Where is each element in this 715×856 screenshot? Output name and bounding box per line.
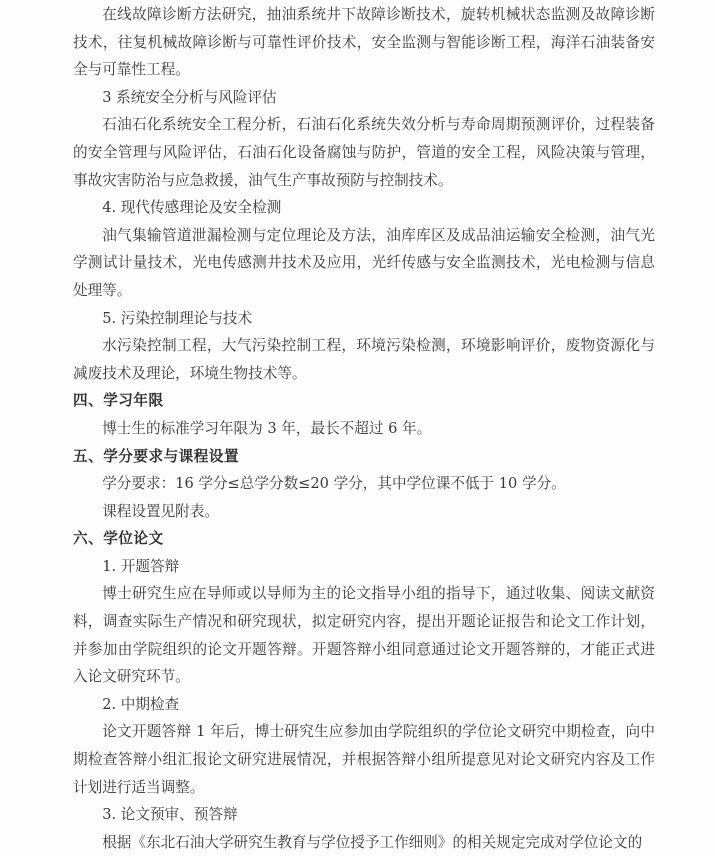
subheading-3-thesis-preview-defense: 3. 论文预审、预答辩: [102, 806, 238, 824]
paragraph-standard-study-years: 博士生的标准学习年限为 3 年，最长不超过 6 年。: [102, 419, 432, 437]
document-body: [73, 1, 655, 856]
paragraph-online-fault-diagnosis: 在线故障诊断方法研究，抽油系统井下故障诊断技术，旋转机械状态监测及故障诊断技术，往复机械故障诊断与可靠性评价技术，安全监测与智能诊断工程，海洋石油装备安全与可靠性工程。: [73, 6, 655, 79]
section-heading-6-degree-thesis: 六、学位论文: [73, 530, 164, 548]
paragraph-credit-requirement-detail: 学分要求：16 学分≤总学分数≤20 学分，其中学位课不低于 10 学分。: [102, 475, 566, 493]
subheading-4-modern-sensing-theory: 4. 现代传感理论及安全检测: [102, 199, 282, 217]
paragraph-pipeline-leak-detection: 油气集输管道泄漏检测与定位理论及方法，油库库区及成品油运输安全检测，油气光学测试计量技术，光电传感测井技术及应用，光纤传感与安全监测技术，光电检测与信息处理等。: [73, 226, 655, 299]
subheading-3-system-safety-analysis: 3 系统安全分析与风险评估: [102, 88, 277, 106]
section-heading-5-credit-requirements: 五、学分要求与课程设置: [73, 447, 240, 465]
paragraph-midterm-check-detail: 论文开题答辩 1 年后，博士研究生应参加由学院组织的学位论文研究中期检查，向中期检查答辩小组汇报论文研究进展情况，并根据答辩小组所提意见对论文研究内容及工作计划进行适当调整。: [73, 723, 655, 796]
paragraph-petrochemical-system-safety: 石油石化系统安全工程分析，石油石化系统失效分析与寿命周期预测评价，过程装备的安全管理与风险评估，石油石化设备腐蚀与防护，管道的安全工程，风险决策与管理，事故灾害防治与应急救援，油气生产事故预防与控制技术。: [73, 116, 655, 189]
paragraph-proposal-defense-detail: 博士研究生应在导师或以导师为主的论文指导小组的指导下，通过收集、阅读文献资料，调查实际生产情况和研究现状，拟定研究内容，提出开题论证报告和论文工作计划，并参加由学院组织的论文开题答辩。开题答辩小组同意通过论文开题答辩的，才能正式进入论文研究环节。: [73, 585, 655, 686]
subheading-5-pollution-control: 5. 污染控制理论与技术: [102, 309, 253, 327]
paragraph-course-schedule-note: 课程设置见附表。: [102, 502, 219, 520]
subheading-2-midterm-check: 2. 中期检查: [102, 695, 180, 713]
paragraph-thesis-review-rules: 根据《东北石油大学研究生教育与学位授予工作细则》的相关规定完成对学位论文的: [102, 833, 643, 851]
subheading-1-proposal-defense: 1. 开题答辩: [102, 557, 180, 575]
section-heading-4-study-duration: 四、学习年限: [73, 392, 164, 410]
paragraph-water-pollution-control: 水污染控制工程，大气污染控制工程，环境污染检测，环境影响评价，废物资源化与减废技术及理论，环境生物技术等。: [73, 337, 655, 382]
